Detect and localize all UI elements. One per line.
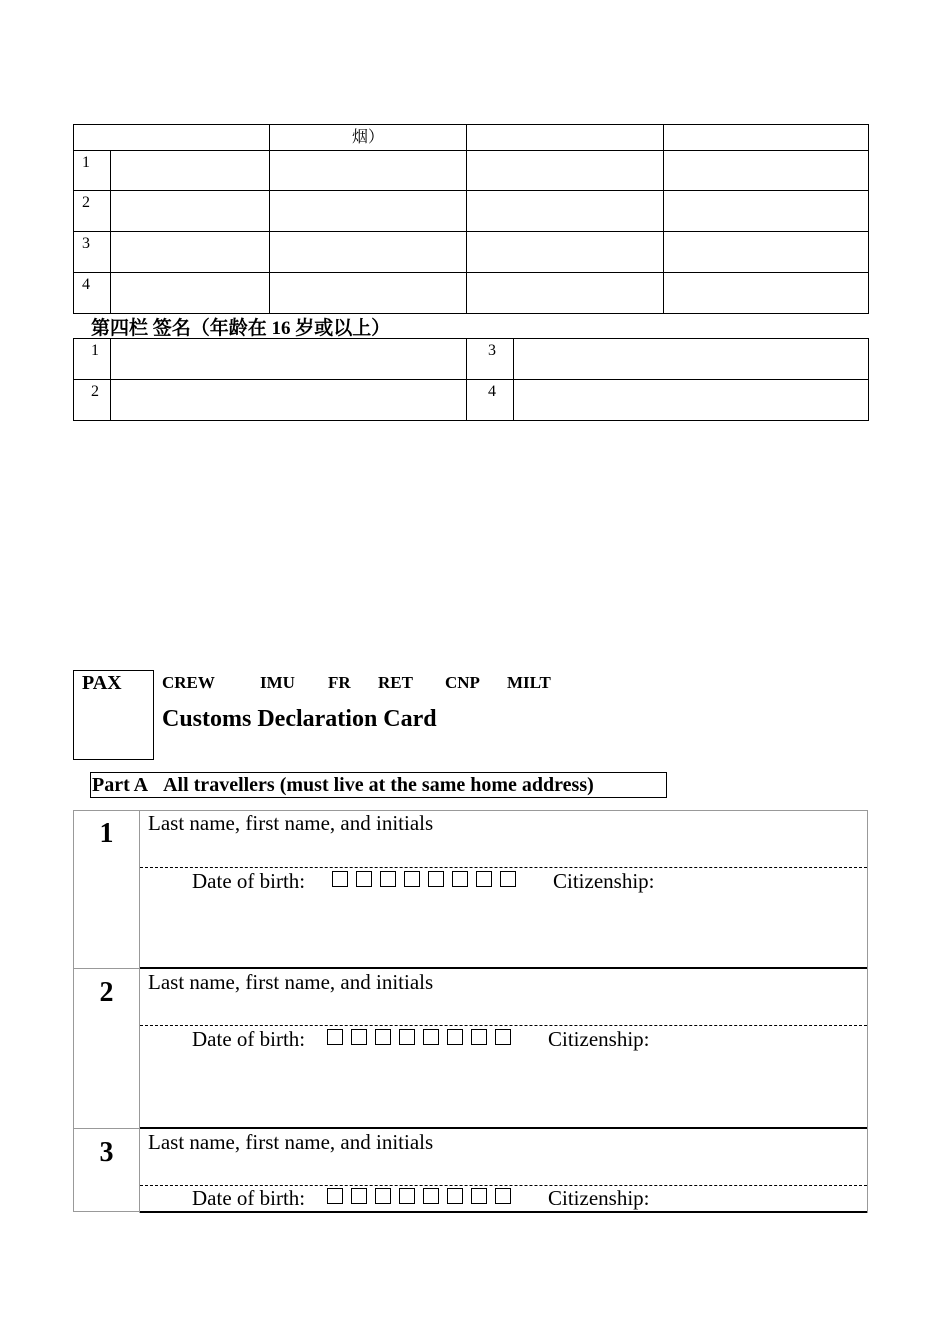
table-input-cell[interactable]	[466, 272, 664, 314]
dob-digit-box[interactable]	[332, 871, 348, 887]
citizenship-field[interactable]	[675, 1187, 860, 1211]
citizenship-field[interactable]	[680, 870, 860, 898]
code-cnp: CNP	[445, 673, 480, 692]
citizenship-label: Citizenship:	[548, 1027, 650, 1051]
code-fr: FR	[328, 673, 351, 692]
name-label: Last name, first name, and initials	[148, 970, 434, 994]
dashed-divider	[140, 1025, 867, 1026]
dob-digit-box[interactable]	[404, 871, 420, 887]
signature-number	[466, 338, 514, 380]
table-input-cell[interactable]	[663, 150, 869, 191]
dob-label: Date of birth:	[192, 1186, 306, 1210]
dob-digit-box[interactable]	[423, 1029, 439, 1045]
table-input-cell[interactable]	[466, 190, 664, 232]
dob-digit-box[interactable]	[447, 1188, 463, 1204]
dob-digit-box[interactable]	[351, 1188, 367, 1204]
signature-number	[73, 338, 111, 380]
dob-digit-box[interactable]	[428, 871, 444, 887]
code-milt: MILT	[507, 673, 551, 692]
dob-digit-box[interactable]	[471, 1188, 487, 1204]
signature-number-text: 1	[91, 342, 99, 359]
card-title: Customs Declaration Card	[162, 706, 437, 732]
dob-boxes[interactable]	[327, 1188, 519, 1208]
dob-boxes[interactable]	[332, 871, 524, 891]
table-header-text: 烟）	[351, 129, 384, 146]
dob-digit-box[interactable]	[351, 1029, 367, 1045]
dob-digit-box[interactable]	[399, 1188, 415, 1204]
signature-field[interactable]	[513, 338, 869, 380]
dob-digit-box[interactable]	[375, 1029, 391, 1045]
dob-digit-box[interactable]	[500, 871, 516, 887]
name-field[interactable]	[140, 1154, 867, 1185]
dob-digit-box[interactable]	[356, 871, 372, 887]
citizenship-label: Citizenship:	[553, 869, 655, 893]
name-label: Last name, first name, and initials	[148, 1130, 434, 1154]
table-input-cell[interactable]	[466, 231, 664, 273]
dob-digit-box[interactable]	[447, 1029, 463, 1045]
row-number-text: 2	[82, 194, 90, 211]
row-bottom-line	[140, 967, 867, 969]
table-input-cell[interactable]	[269, 272, 467, 314]
dob-digit-box[interactable]	[495, 1029, 511, 1045]
signature-number-text: 4	[488, 383, 496, 400]
row-separator	[73, 1211, 140, 1212]
dob-digit-box[interactable]	[423, 1188, 439, 1204]
table-input-cell[interactable]	[466, 150, 664, 191]
signature-field[interactable]	[513, 379, 869, 421]
table-input-cell[interactable]	[663, 231, 869, 273]
dob-boxes[interactable]	[327, 1029, 519, 1049]
table-row-number	[73, 272, 111, 314]
table-header-cell	[466, 124, 664, 151]
table-header-cell	[73, 124, 270, 151]
signature-number	[73, 379, 111, 421]
dob-digit-box[interactable]	[495, 1188, 511, 1204]
table-input-cell[interactable]	[269, 190, 467, 232]
pax-box[interactable]	[73, 670, 154, 760]
table-row-number	[73, 190, 111, 232]
dob-digit-box[interactable]	[375, 1188, 391, 1204]
dob-digit-box[interactable]	[452, 871, 468, 887]
signature-number-text: 3	[488, 342, 496, 359]
part-a-heading	[90, 772, 667, 798]
code-crew: CREW	[162, 673, 215, 692]
row-separator	[73, 1128, 140, 1129]
table-input-cell[interactable]	[110, 231, 270, 273]
dob-digit-box[interactable]	[471, 1029, 487, 1045]
traveller-number: 3	[99, 1137, 114, 1168]
table-input-cell[interactable]	[663, 190, 869, 232]
row-separator	[73, 968, 140, 969]
table-header-cell	[269, 124, 467, 151]
traveller-number: 1	[99, 818, 114, 849]
table-input-cell[interactable]	[110, 150, 270, 191]
name-field[interactable]	[140, 835, 867, 867]
dob-label: Date of birth:	[192, 869, 306, 893]
table-input-cell[interactable]	[269, 231, 467, 273]
row-bottom-line	[140, 1211, 867, 1213]
dob-digit-box[interactable]	[327, 1029, 343, 1045]
row-bottom-line	[140, 1127, 867, 1129]
signature-field[interactable]	[110, 379, 467, 421]
name-label: Last name, first name, and initials	[148, 811, 434, 835]
table-header-cell	[663, 124, 869, 151]
table-input-cell[interactable]	[110, 272, 270, 314]
table-row-number	[73, 231, 111, 273]
dob-digit-box[interactable]	[327, 1188, 343, 1204]
citizenship-label: Citizenship:	[548, 1186, 650, 1210]
part-a-text: All travellers (must live at the same home address)	[163, 774, 594, 796]
dob-digit-box[interactable]	[380, 871, 396, 887]
signature-field[interactable]	[110, 338, 467, 380]
dob-label: Date of birth:	[192, 1027, 306, 1051]
table-input-cell[interactable]	[110, 190, 270, 232]
code-imu: IMU	[260, 673, 295, 692]
row-number-text: 4	[82, 276, 90, 293]
signature-number-text: 2	[91, 383, 99, 400]
signature-number	[466, 379, 514, 421]
table-row-number	[73, 150, 111, 191]
section4-title: 第四栏 签名（年龄在 16 岁或以上）	[91, 318, 391, 339]
row-number-text: 1	[82, 154, 90, 171]
table-input-cell[interactable]	[269, 150, 467, 191]
citizenship-field[interactable]	[675, 1028, 860, 1056]
traveller-number: 2	[99, 977, 114, 1008]
code-ret: RET	[378, 673, 413, 692]
part-a-label: Part A	[92, 774, 149, 796]
dob-digit-box[interactable]	[399, 1029, 415, 1045]
table-right-border	[867, 810, 868, 1213]
name-field[interactable]	[140, 994, 867, 1025]
dashed-divider	[140, 867, 867, 868]
table-input-cell[interactable]	[663, 272, 869, 314]
row-number-text: 3	[82, 235, 90, 252]
dob-digit-box[interactable]	[476, 871, 492, 887]
pax-label: PAX	[82, 672, 122, 694]
